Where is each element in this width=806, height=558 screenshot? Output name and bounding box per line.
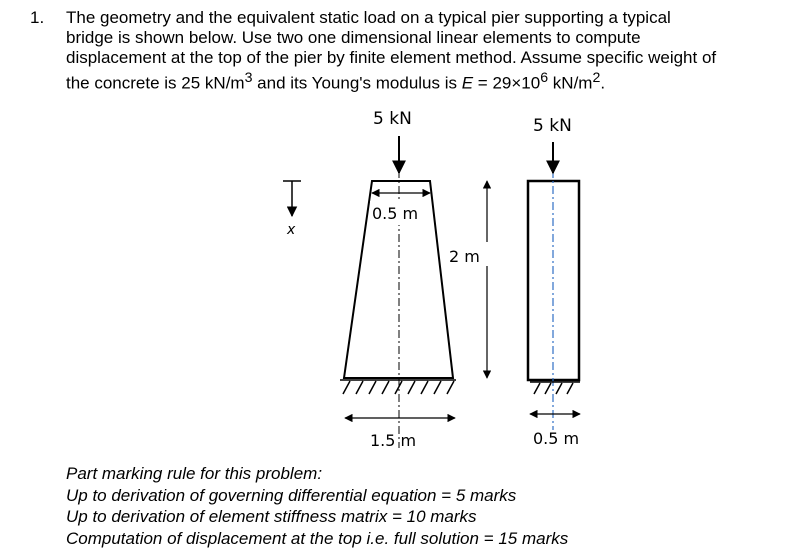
- marking-rule-3: Computation of displacement at the top i.e. full solution = 15 marks: [66, 528, 569, 548]
- line4-text-a: the concrete is 25 kN/m: [66, 73, 245, 93]
- ground-hatch-right: [530, 382, 580, 394]
- question-number: 1.: [30, 8, 45, 27]
- top-width-label: 0.5 m: [372, 204, 419, 223]
- line4-sup-a: 3: [244, 70, 253, 86]
- line4-text-e: .: [600, 73, 606, 93]
- marking-rule-2: Up to derivation of element stiffness matrix = 10 marks: [66, 507, 477, 526]
- height-label: 2 m: [449, 247, 480, 266]
- line4-text-c: = 29×10: [473, 73, 541, 93]
- base-width-label-left: 1.5 m: [370, 431, 417, 450]
- youngs-modulus-symbol: E: [461, 73, 474, 93]
- ground-hatch-left: [340, 380, 456, 394]
- x-axis-symbol: [283, 181, 301, 216]
- marking-title: Part marking rule for this problem:: [66, 464, 323, 483]
- question-line-1: The geometry and the equivalent static load on a typical pier supporting a typical: [66, 8, 671, 27]
- marking-rule-block: [66, 463, 568, 549]
- load-right-label: 5 kN: [533, 116, 572, 136]
- question-line-3: displacement at the top of the pier by finite element method. Assume specific weight of: [66, 48, 717, 67]
- x-axis-label: x: [287, 222, 296, 238]
- question-line-2: bridge is shown below. Use two one dimensional linear elements to compute: [66, 28, 641, 47]
- line4-sup-c: 2: [592, 70, 601, 86]
- load-left-label: 5 kN: [373, 109, 412, 129]
- marking-rule-1: Up to derivation of governing differential equation = 5 marks: [66, 485, 517, 505]
- line4-text-d: kN/m: [548, 73, 593, 93]
- line4-text-b: and its Young's modulus is: [252, 73, 462, 93]
- line4-sup-b: 6: [540, 70, 549, 86]
- base-width-label-right: 0.5 m: [533, 429, 580, 448]
